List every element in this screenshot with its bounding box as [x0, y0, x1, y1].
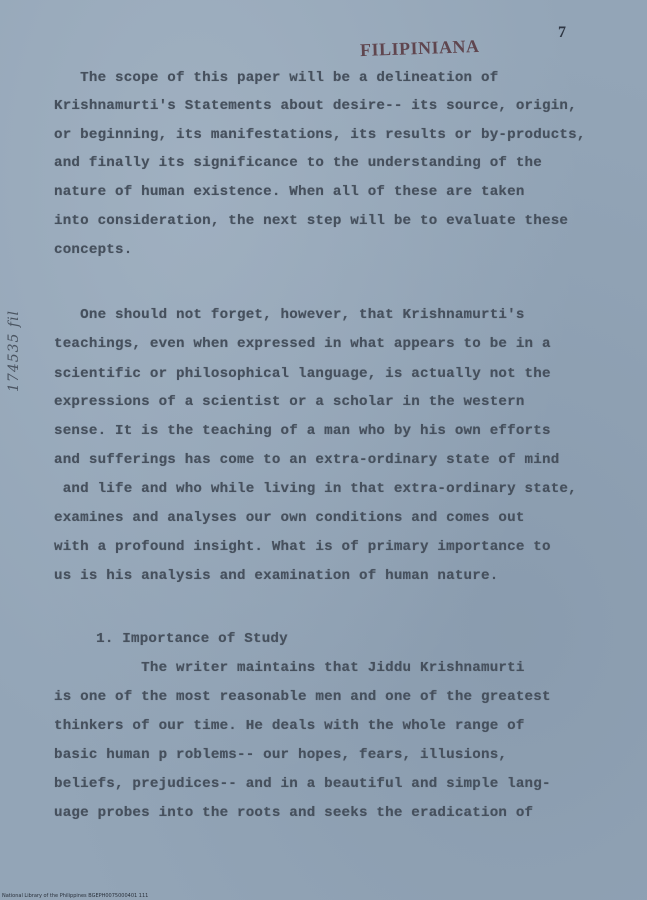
paragraph1-line: Krishnamurti's Statements about desire-- its source, origin, [54, 98, 577, 114]
paragraph1-line: nature of human existence. When all of these are taken [54, 184, 525, 200]
paragraph2-line: examines and analyses our own conditions and comes out [54, 510, 525, 526]
paragraph2-line: scientific or philosophical language, is actually not the [54, 366, 551, 382]
paragraph2-line: teachings, even when expressed in what appears to be in a [54, 336, 551, 352]
paragraph1-line: The scope of this paper will be a delineation of [54, 70, 499, 86]
paragraph3-line: basic human p roblems-- our hopes, fears, illusions, [54, 747, 508, 763]
paragraph2-line: and sufferings has come to an extra-ordinary state of mind [54, 452, 560, 468]
paragraph1-line: or beginning, its manifestations, its results or by-products, [54, 127, 586, 143]
handwritten-margin-note: 174535 fil [6, 309, 22, 392]
paragraph1-line: into consideration, the next step will be to evaluate these [54, 213, 569, 229]
paragraph3-line: beliefs, prejudices-- and in a beautiful and simple lang- [54, 776, 551, 792]
paragraph2-line: expressions of a scientist or a scholar in the western [54, 394, 525, 410]
scan-footer: National Library of the Philippines BGEPH0075000401 111 [2, 893, 149, 899]
paragraph3-line: uage probes into the roots and seeks the eradication of [54, 805, 534, 821]
paragraph1-line: concepts. [54, 242, 133, 258]
paragraph2-line: One should not forget, however, that Krishnamurti's [54, 307, 525, 323]
filipiniana-stamp: FILIPINIANA [359, 35, 480, 61]
paragraph3-line: thinkers of our time. He deals with the whole range of [54, 718, 525, 734]
paragraph2-line: sense. It is the teaching of a man who by his own efforts [54, 423, 551, 439]
paragraph2-line: and life and who while living in that extra-ordinary state, [54, 481, 577, 497]
paragraph3-line: The writer maintains that Jiddu Krishnamurti [54, 660, 525, 676]
paragraph1-line: and finally its significance to the understanding of the [54, 155, 542, 171]
paragraph2-line: with a profound insight. What is of primary importance to [54, 539, 551, 555]
section-heading: 1. Importance of Study [70, 631, 288, 647]
paragraph2-line: us is his analysis and examination of human nature. [54, 568, 499, 584]
page-number: 7 [558, 24, 566, 41]
paragraph3-line: is one of the most reasonable men and one of the greatest [54, 689, 551, 705]
